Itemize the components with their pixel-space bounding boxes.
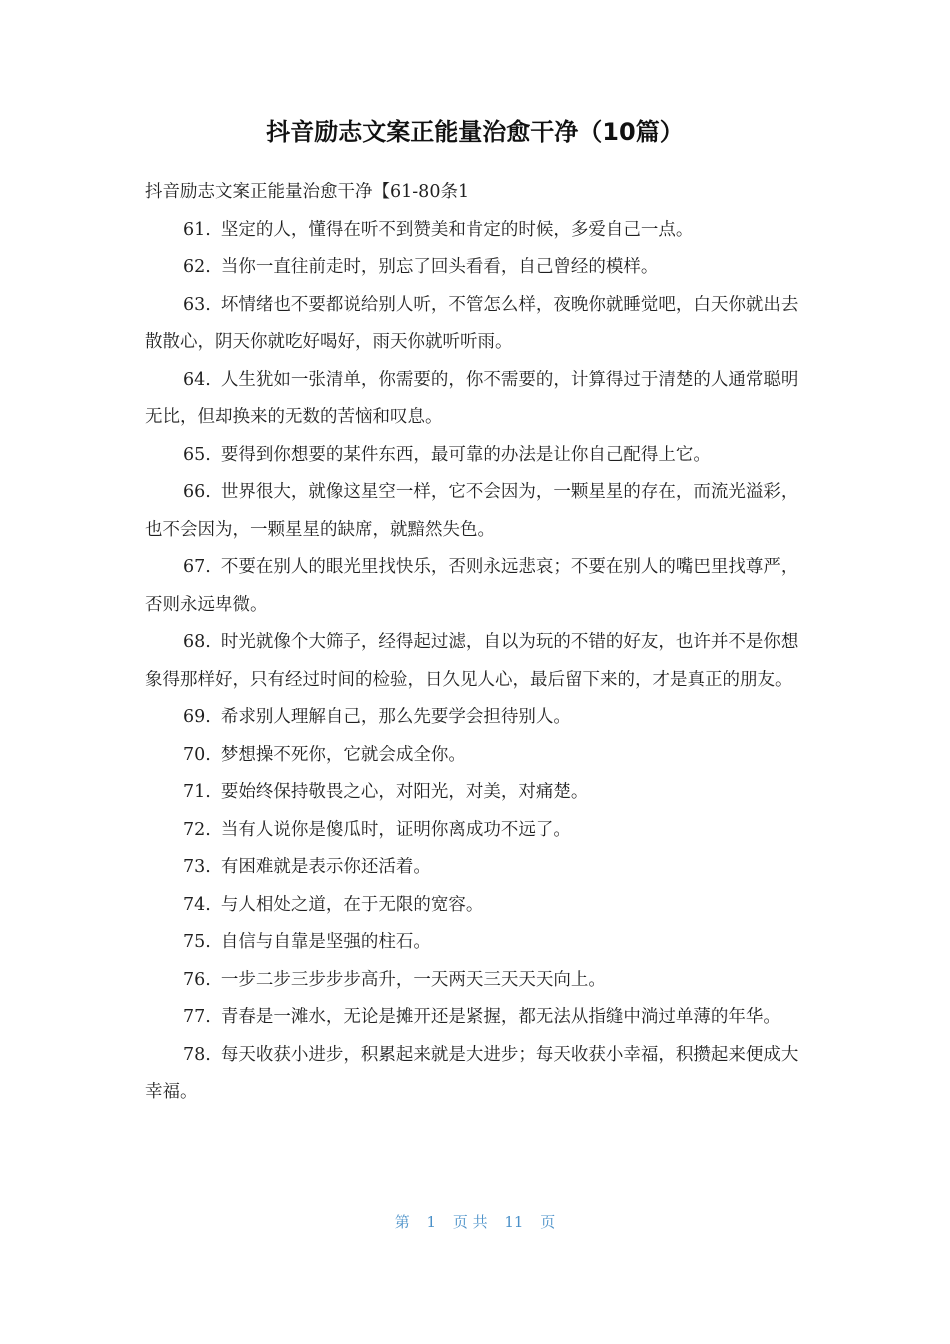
- footer-label-of: 页 共: [452, 1213, 488, 1231]
- item-number: 67.: [183, 557, 211, 577]
- item-number: 65.: [183, 444, 211, 465]
- item-text: 青春是一滩水，无论是摊开还是紧握，都无法从指缝中淌过单薄的年华。: [220, 1007, 781, 1027]
- item-text: 人生犹如一张清单，你需要的，你不需要的，计算得过于清楚的人通常聪明无比，但却换来的无数的苦恼和叹息。: [145, 369, 799, 427]
- list-item: [145, 699, 805, 737]
- list-item: [145, 624, 805, 699]
- item-text: 希求别人理解自己，那么先要学会担待别人。: [220, 707, 571, 727]
- item-number: 62.: [183, 257, 211, 277]
- item-number: 75.: [183, 932, 211, 952]
- item-text: 每天收获小进步，积累起来就是大进步；每天收获小幸福，积攒起来便成大幸福。: [145, 1044, 799, 1102]
- item-number: 64.: [183, 369, 211, 390]
- document-title: 抖音励志文案正能量治愈干净（10篇）: [266, 118, 684, 146]
- item-text: 不要在别人的眼光里找快乐，否则永远悲哀；不要在别人的嘴巴里找尊严，否则永远卑微。: [145, 557, 799, 615]
- list-item: [145, 549, 805, 624]
- list-item: [145, 924, 805, 962]
- item-number: 74.: [183, 894, 211, 915]
- item-number: 70.: [183, 744, 211, 765]
- item-number: 69.: [183, 707, 211, 727]
- item-text: 当你一直往前走时，别忘了回头看看，自己曾经的模样。: [220, 257, 659, 277]
- item-number: 73.: [183, 857, 211, 877]
- item-number: 76.: [183, 969, 211, 990]
- list-item: [145, 474, 805, 549]
- item-text: 有困难就是表示你还活着。: [220, 857, 431, 877]
- item-text: 要得到你想要的某件东西，最可靠的办法是让你自己配得上它。: [220, 444, 711, 465]
- item-number: 61.: [183, 219, 211, 240]
- item-text: 要始终保持敬畏之心，对阳光，对美，对痛楚。: [220, 782, 589, 802]
- item-text: 坏情绪也不要都说给别人听，不管怎么样，夜晚你就睡觉吧，白天你就出去散散心，阴天你就吃好喝好，雨天你就听听雨。: [145, 294, 799, 352]
- document-body: [145, 174, 805, 1112]
- list-item: [145, 437, 805, 475]
- footer-total-pages: 11: [504, 1213, 524, 1231]
- list-item: [145, 849, 805, 887]
- item-number: 77.: [183, 1007, 211, 1027]
- item-text: 坚定的人，懂得在听不到赞美和肯定的时候，多爱自己一点。: [220, 219, 694, 240]
- item-text: 梦想操不死你，它就会成全你。: [220, 744, 466, 765]
- item-number: 63.: [183, 294, 211, 315]
- item-number: 71.: [183, 782, 211, 802]
- item-text: 当有人说你是傻瓜时，证明你离成功不远了。: [220, 819, 571, 840]
- list-item: [145, 774, 805, 812]
- list-item: [145, 287, 805, 362]
- item-number: 66.: [183, 482, 211, 502]
- item-number: 68.: [183, 632, 211, 652]
- footer-label-page: 第: [394, 1213, 410, 1231]
- footer-label-end: 页: [540, 1213, 556, 1231]
- list-item: [145, 212, 805, 250]
- list-item: [145, 737, 805, 775]
- item-number: 72.: [183, 819, 211, 840]
- page-footer: [0, 1210, 950, 1234]
- list-item: [145, 812, 805, 850]
- document-subtitle: 抖音励志文案正能量治愈干净【61-80条1: [145, 182, 470, 202]
- item-text: 自信与自靠是坚强的柱石。: [220, 932, 431, 952]
- item-text: 与人相处之道，在于无限的宽容。: [220, 894, 484, 915]
- item-number: 78.: [183, 1044, 211, 1065]
- item-text: 时光就像个大筛子，经得起过滤，自以为玩的不错的好友，也许并不是你想象得那样好，只有经过时间的检验，日久见人心，最后留下来的，才是真正的朋友。: [145, 632, 799, 690]
- item-text: 世界很大，就像这星空一样，它不会因为，一颗星星的存在，而流光溢彩，也不会因为，一颗星星的缺席，就黯然失色。: [145, 482, 799, 540]
- list-item: [145, 249, 805, 287]
- list-item: [145, 362, 805, 437]
- list-item: [145, 887, 805, 925]
- list-item: [145, 999, 805, 1037]
- item-text: 一步二步三步步步高升，一天两天三天天天向上。: [220, 969, 606, 990]
- list-item: [145, 962, 805, 1000]
- list-item: [145, 1037, 805, 1112]
- footer-current-page: 1: [426, 1213, 437, 1231]
